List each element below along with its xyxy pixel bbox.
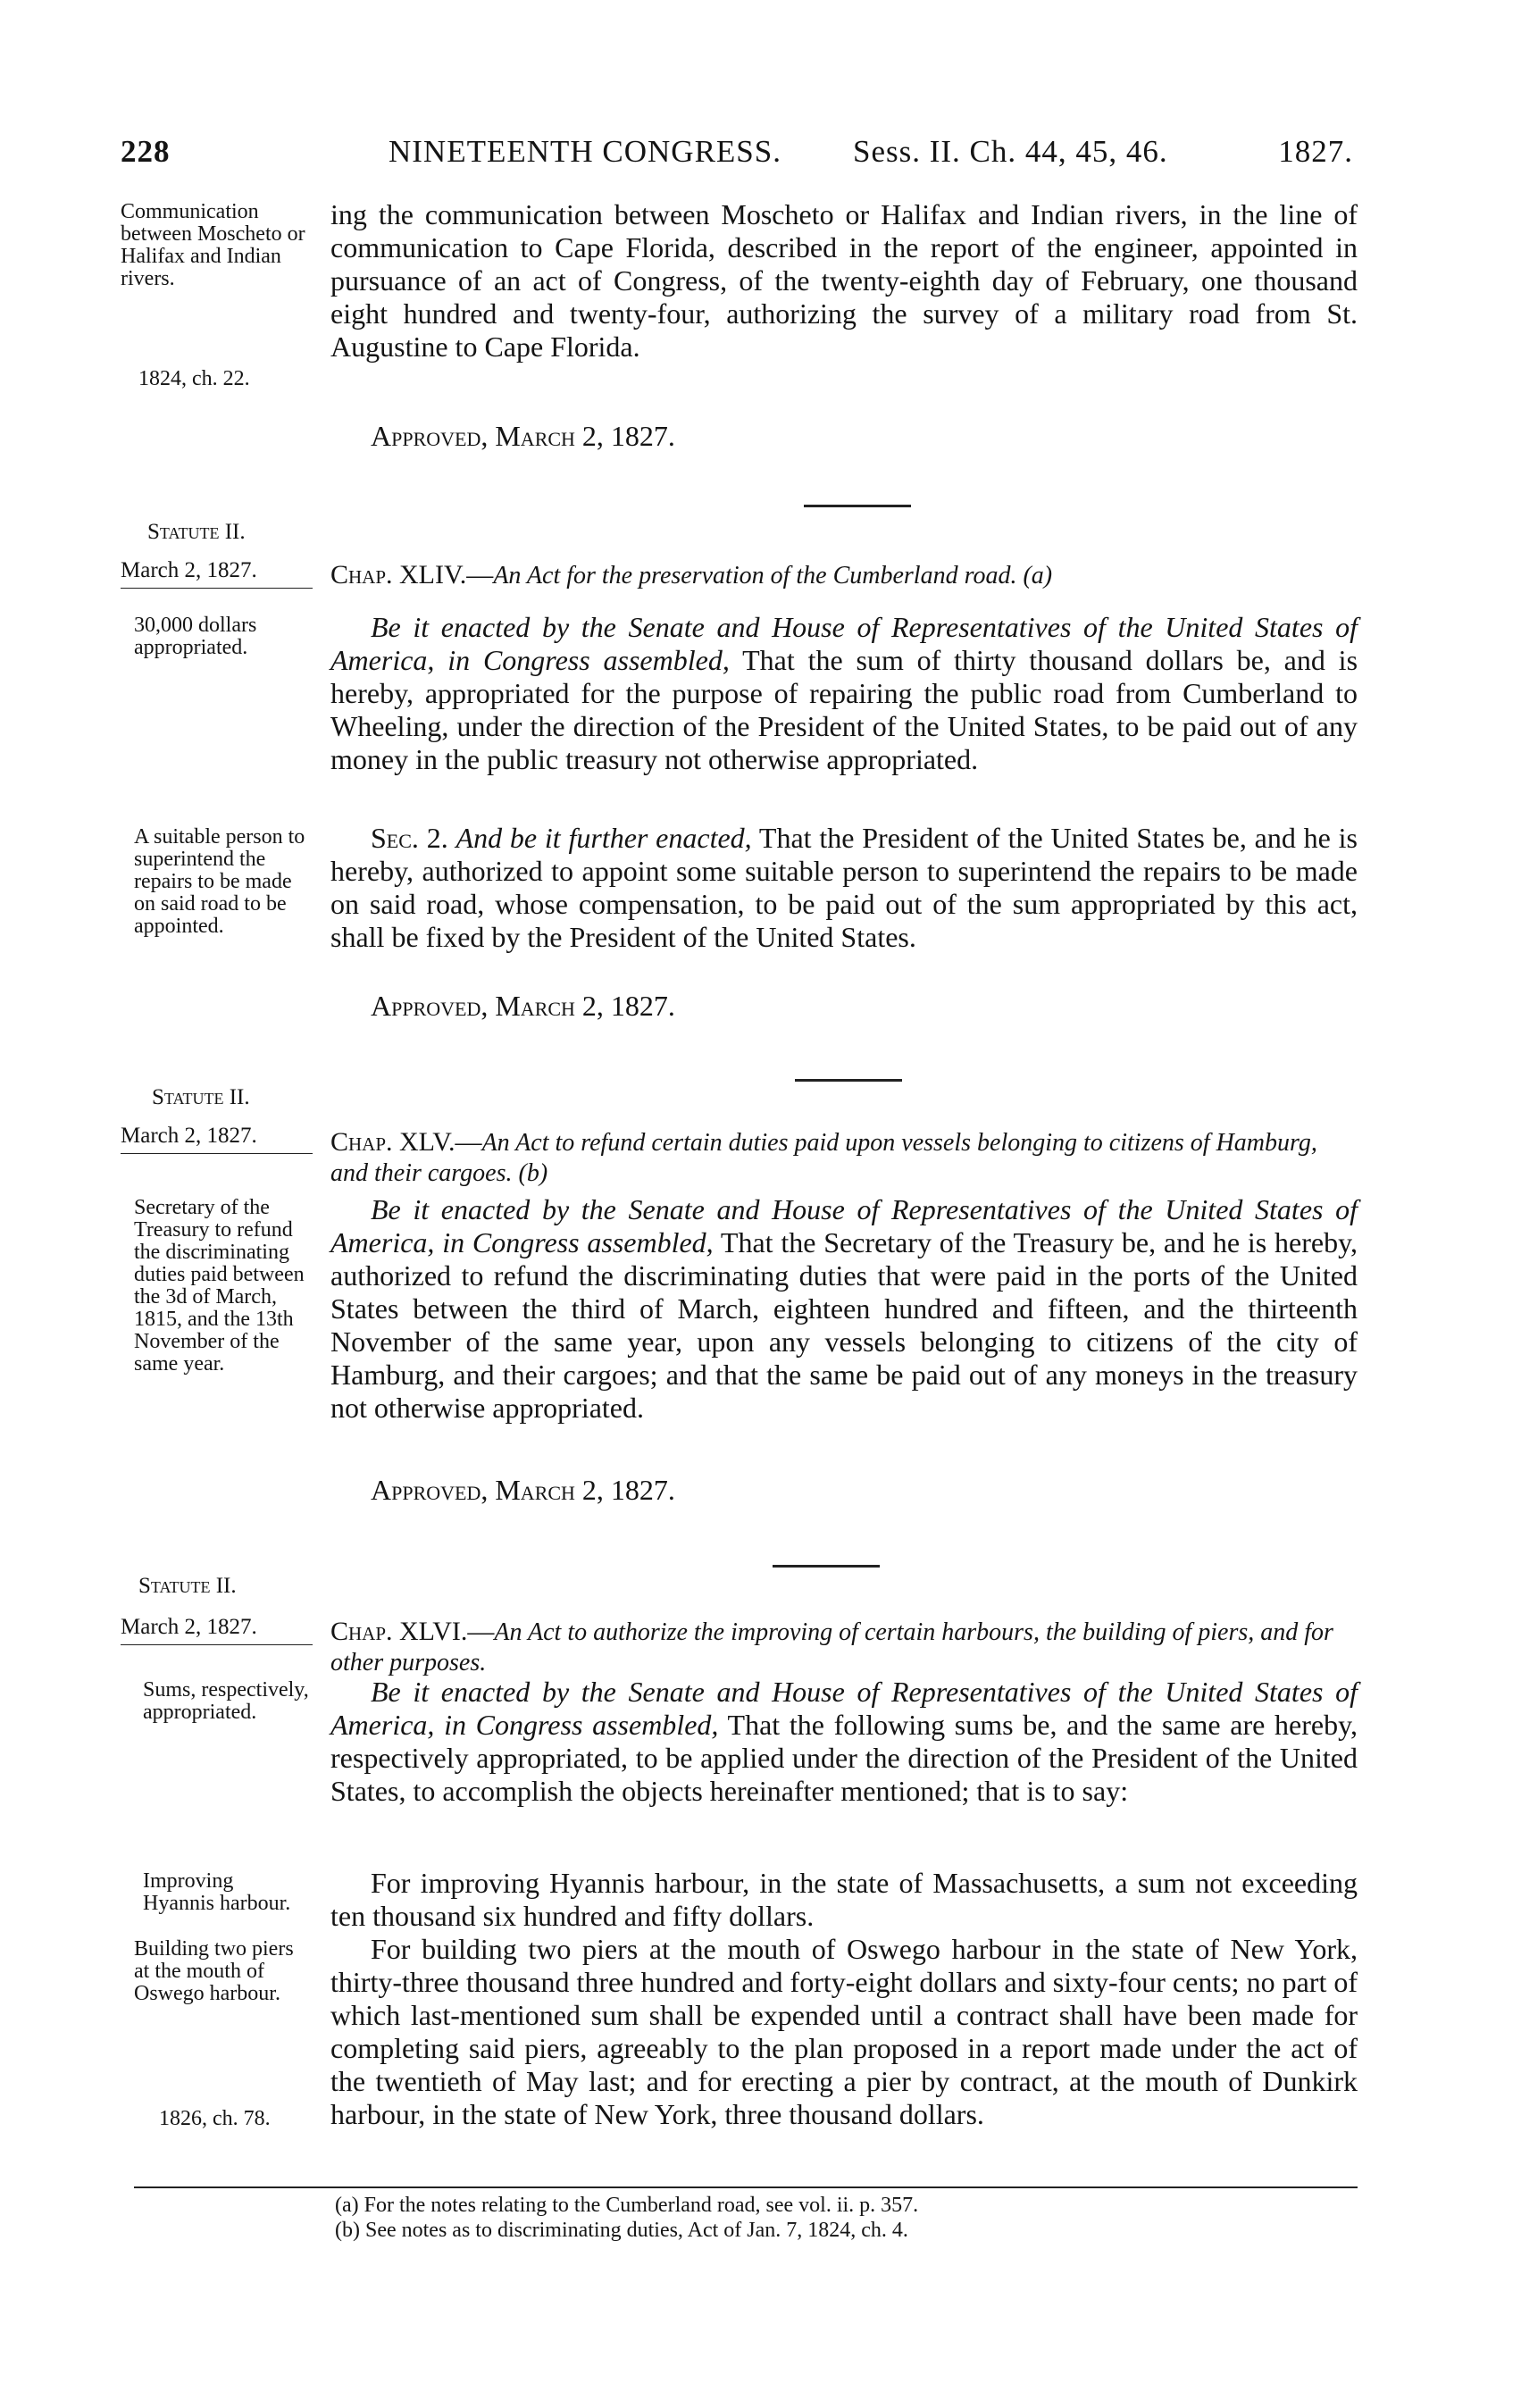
statute-label: Statute II.	[147, 520, 246, 544]
margin-note-superintend: A suitable person to superintend the repairs to be made on said road to be appointed.	[134, 825, 305, 938]
margin-citation-1824: 1824, ch. 22.	[138, 367, 250, 390]
chapter-approved: Approved, March 2, 1827.	[371, 1474, 675, 1506]
chapter-paragraph: Be it enacted by the Senate and House of Representatives of the United States of America, in Congress assembled, That the sum of thirty thousand dollars be, and is hereby, appropriated for the purpose of repairing the public road from Cumberland to Wheeling, under the direction of the President of the United States, to be paid out of any money in the public treasury not otherwise appropriated.	[330, 611, 1358, 775]
statute-date: March 2, 1827.	[121, 1124, 313, 1154]
intro-approved: Approved, March 2, 1827.	[371, 420, 675, 452]
chapter-heading: Chap. XLIV.—An Act for the preservation of the Cumberland road. (a)	[330, 560, 1053, 589]
margin-note-appropriation: 30,000 dollars appropriated.	[134, 614, 257, 659]
chapter-heading: Chap. XLVI.—An Act to authorize the improving of certain harbours, the building of piers, and for other purposes.	[330, 1617, 1333, 1676]
margin-note-refund: Secretary of the Treasury to refund the discriminating duties paid between the 3d of March, 1815, and the 13th November of the same year.	[134, 1196, 305, 1375]
section-divider	[795, 1079, 902, 1082]
running-head	[121, 134, 1353, 179]
chapter-section-2: Sec. 2. And be it further enacted, That the President of the United States be, and he is hereby, authorized to appoint some suitable person to superintend the repairs to be made on said road, whose compensation, to be paid out of the sum appropriated by this act, shall be fixed by the President of the United States.	[330, 822, 1358, 953]
margin-note-hyannis: Improving Hyannis harbour.	[143, 1869, 291, 1915]
statute-date: March 2, 1827.	[121, 558, 313, 589]
footnote-a: (a) For the notes relating to the Cumberland road, see vol. ii. p. 357.	[335, 2194, 919, 2217]
running-year: 1827.	[1278, 134, 1353, 169]
margin-citation-1826: 1826, ch. 78.	[159, 2107, 271, 2130]
chapter-heading: Chap. XLV.—An Act to refund certain duties paid upon vessels belonging to citizens of Hamburg, and their cargoes. (b)	[330, 1127, 1317, 1187]
section-divider	[773, 1565, 880, 1568]
section-divider	[804, 505, 911, 507]
running-title: NINETEENTH CONGRESS.	[389, 134, 781, 169]
footnote-rule	[134, 2186, 1358, 2188]
footnote-b: (b) See notes as to discriminating duties, Act of Jan. 7, 1824, ch. 4.	[335, 2219, 908, 2242]
running-session: Sess. II. Ch. 44, 45, 46.	[853, 134, 1168, 169]
page-number: 228	[121, 134, 171, 169]
chapter-approved: Approved, March 2, 1827.	[371, 990, 675, 1022]
chapter-paragraph-oswego: For building two piers at the mouth of Oswego harbour in the state of New York, thirty-three thousand three hundred and forty-eight dollars and sixty-four cents; no part of which last-mentioned sum shall be expended until a contract shall have been made for completing said piers, agreeably to the plan proposed in a report made under the act of the twentieth of May last; and for erecting a pier by contract, at the mouth of Dunkirk harbour, in the state of New York, three thousand dollars.	[330, 1933, 1358, 2130]
intro-paragraph: ing the communication between Moscheto or Halifax and Indian rivers, in the line of communication to Cape Florida, described in the report of the engineer, appointed in pursuance of an act of Congress, of the twenty-eighth day of February, one thousand eight hundred and twenty-four, authorizing the survey of a military road from St. Augustine to Cape Florida.	[330, 198, 1358, 363]
chapter-paragraph: Be it enacted by the Senate and House of Representatives of the United States of America, in Congress assembled, That the following sums be, and the same are hereby, respectively appropriated, to be applied under the direction of the President of the United States, to accomplish the objects hereinafter mentioned; that is to say:	[330, 1676, 1358, 1807]
chapter-paragraph: Be it enacted by the Senate and House of Representatives of the United States of America, in Congress assembled, That the Secretary of the Treasury be, and he is hereby, authorized to refund the discriminating duties that were paid in the ports of the United States between the third of March, eighteen hundred and fifteen, and the thirteenth November of the same year, upon any vessels belonging to citizens of the city of Hamburg, and their cargoes; and that the same be paid out of any moneys in the treasury not otherwise appropriated.	[330, 1193, 1358, 1424]
margin-note-communication: Communication between Moscheto or Halifax and Indian rivers.	[121, 200, 305, 290]
statute-date: March 2, 1827.	[121, 1615, 313, 1645]
statute-label: Statute II.	[152, 1085, 250, 1109]
footnotes	[335, 2193, 1317, 2243]
chapter-paragraph-hyannis: For improving Hyannis harbour, in the state of Massachusetts, a sum not exceeding ten thousand six hundred and fifty dollars.	[330, 1867, 1358, 1932]
margin-note-sums: Sums, respectively, appropriated.	[143, 1678, 309, 1724]
margin-note-oswego: Building two piers at the mouth of Oswego harbour.	[134, 1937, 294, 2005]
statute-label: Statute II.	[138, 1574, 237, 1598]
